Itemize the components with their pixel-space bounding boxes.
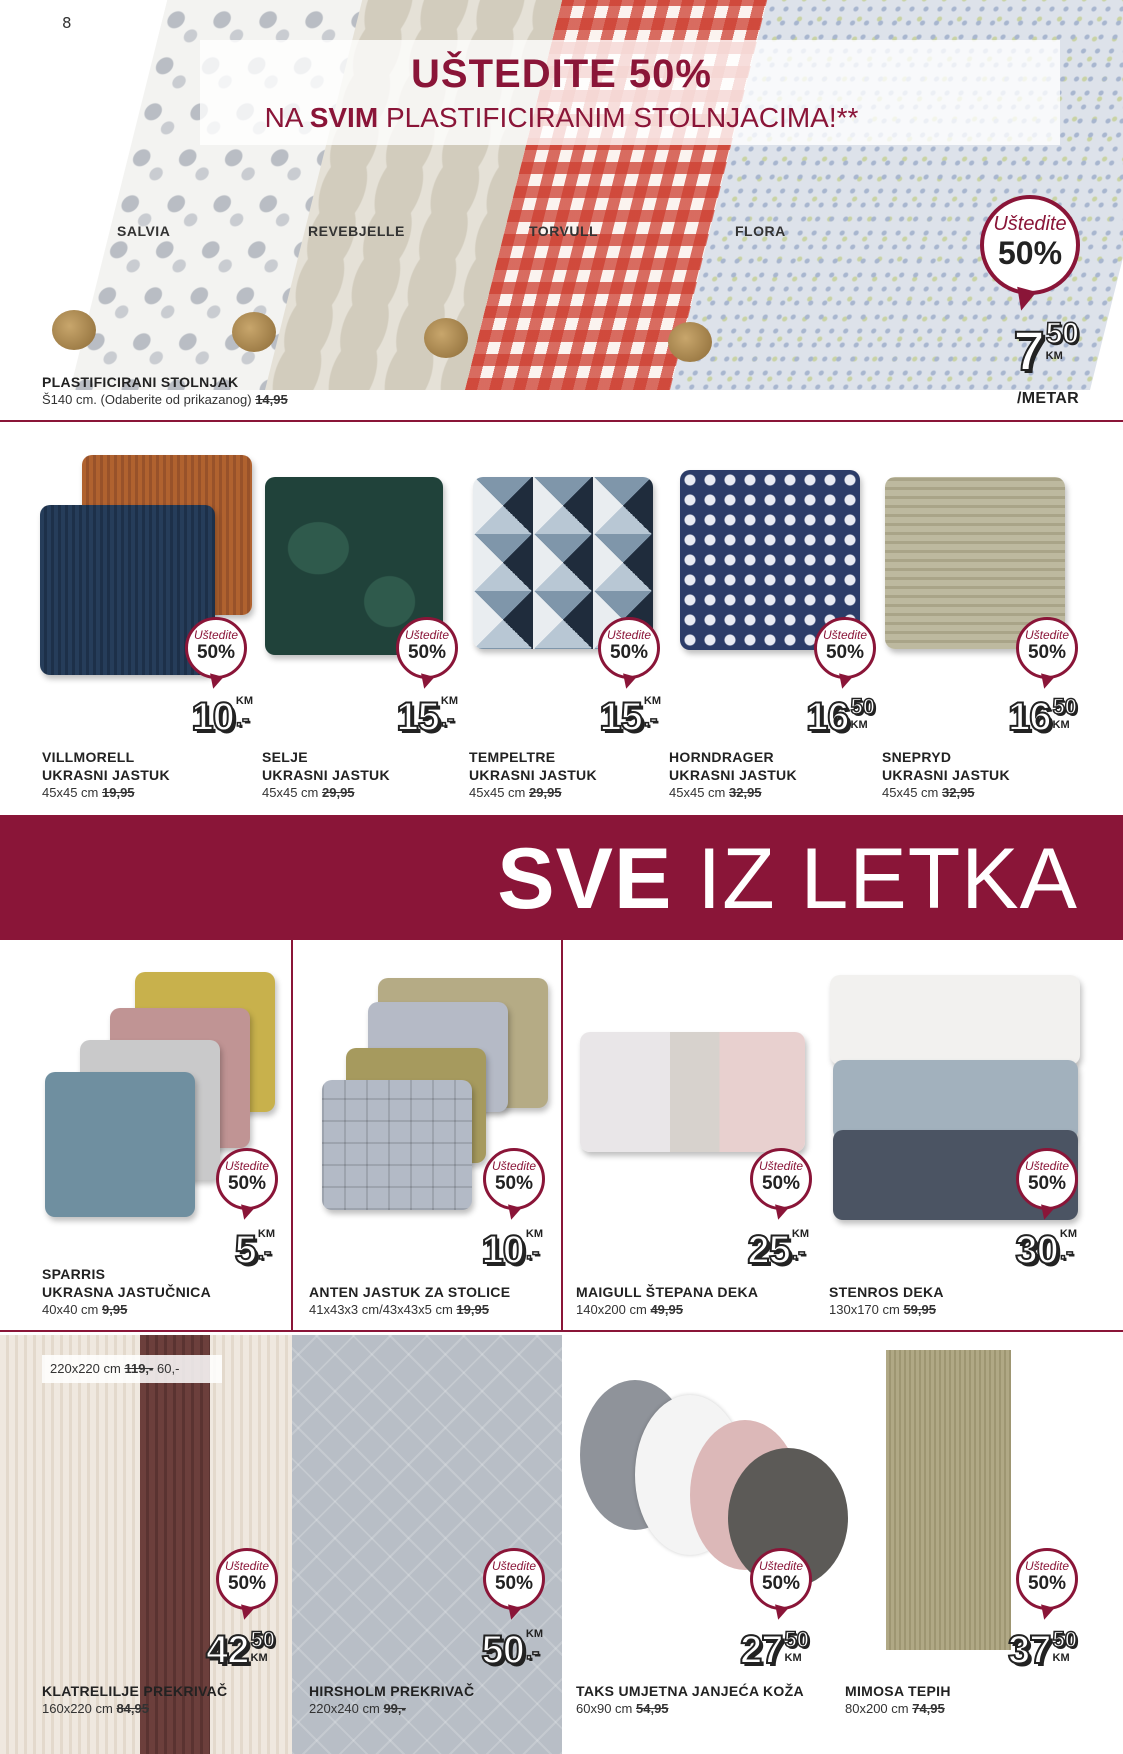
price-tag: 25 KM .- [747, 1228, 809, 1272]
variant-label: TORVULL [529, 223, 599, 239]
product-caption: HORNDRAGER UKRASNI JASTUK 45x45 cm 32,95 [669, 749, 797, 800]
blanket-image-blue [833, 1060, 1078, 1140]
pillow-image-blue [45, 1072, 195, 1217]
hero-title: UŠTEDITE 50% [411, 52, 712, 96]
savings-badge: Uštedite 50% [1016, 617, 1078, 679]
product-caption: TEMPELTRE UKRASNI JASTUK 45x45 cm 29,95 [469, 749, 597, 800]
product-caption: KLATRELILJE PREKRIVAČ 160x220 cm 84,95 [42, 1683, 228, 1716]
savings-badge: Uštedite 50% [750, 1548, 812, 1610]
savings-badge: Uštedite 50% [483, 1548, 545, 1610]
product-caption: SNEPRYD UKRASNI JASTUK 45x45 cm 32,95 [882, 749, 1010, 800]
price-tag: 42 50 KM [206, 1627, 275, 1672]
product-caption: ANTEN JASTUK ZA STOLICE 41x43x3 cm/43x43x5 cm 19,95 [309, 1284, 511, 1317]
savings-badge: Uštedite 50% [1016, 1548, 1078, 1610]
savings-badge: Uštedite 50% [185, 617, 247, 679]
blanket-image-white [830, 975, 1080, 1065]
product-caption: TAKS UMJETNA JANJEĆA KOŽA 60x90 cm 54,95 [576, 1683, 804, 1716]
divider [291, 940, 293, 1330]
roll-end-icon [52, 310, 96, 350]
savings-badge: Uštedite 50% [396, 617, 458, 679]
product-desc: Š140 cm. (Odaberite od prikazanog) 14,95 [42, 392, 288, 407]
variant-label: FLORA [735, 223, 786, 239]
roll-end-icon [424, 318, 468, 358]
divider [561, 940, 563, 1330]
product-caption: STENROS DEKA 130x170 cm 59,95 [829, 1284, 944, 1317]
savings-badge: Uštedite 50% [814, 617, 876, 679]
hero-subtitle: NA SVIM PLASTIFICIRANIM STOLNJACIMA!** [264, 102, 859, 133]
product-caption: SPARRIS UKRASNA JASTUČNICA 40x40 cm 9,95 [42, 1266, 211, 1317]
product-caption: HIRSHOLM PREKRIVAČ 220x240 cm 99,- [309, 1683, 475, 1716]
price-tag: 7 50 KM [1013, 317, 1079, 382]
price-tag: 15 KM .- [396, 695, 458, 739]
product-caption: MIMOSA TEPIH 80x200 cm 74,95 [845, 1683, 951, 1716]
price-unit: /METAR [1017, 390, 1079, 407]
price-tag: 27 50 KM [740, 1627, 809, 1672]
price-tag: 5 KM .- [234, 1228, 275, 1272]
page-number: 8 [62, 14, 72, 32]
banner-text: SVE IZ LETKA [497, 831, 1078, 927]
variant-label: REVEBJELLE [308, 223, 405, 239]
price-tag: 15 KM .- [599, 695, 661, 739]
product-caption: MAIGULL ŠTEPANA DEKA 140x200 cm 49,95 [576, 1284, 759, 1317]
price-tag: 10 KM .- [481, 1228, 543, 1272]
price-tag: 10 KM .- [191, 695, 253, 739]
price-tag: 50 KM .- [481, 1628, 543, 1672]
divider [0, 1330, 1123, 1332]
savings-badge: Uštedite 50% [483, 1148, 545, 1210]
savings-badge: Uštedite 50% [980, 195, 1080, 295]
price-tag: 16 50 KM [1008, 694, 1077, 739]
variant-label: SALVIA [117, 223, 171, 239]
price-tag: 37 50 KM [1008, 1627, 1077, 1672]
savings-badge: Uštedite 50% [750, 1148, 812, 1210]
roll-end-icon [668, 322, 712, 362]
rug-image [886, 1350, 1011, 1650]
roll-end-icon [232, 312, 276, 352]
price-tag: 30 KM .- [1015, 1228, 1077, 1272]
price-tag: 16 50 KM [806, 694, 875, 739]
size-note: 220x220 cm 119,- 60,- [50, 1361, 180, 1376]
savings-badge: Uštedite 50% [598, 617, 660, 679]
product-caption: SELJE UKRASNI JASTUK 45x45 cm 29,95 [262, 749, 390, 800]
savings-badge: Uštedite 50% [216, 1548, 278, 1610]
product-title: PLASTIFICIRANI STOLNJAK [42, 374, 239, 390]
product-caption: VILLMORELL UKRASNI JASTUK 45x45 cm 19,95 [42, 749, 170, 800]
divider [0, 420, 1123, 422]
savings-badge: Uštedite 50% [1016, 1148, 1078, 1210]
savings-badge: Uštedite 50% [216, 1148, 278, 1210]
quilt-image [580, 1032, 805, 1152]
chair-pad-image [322, 1080, 472, 1210]
